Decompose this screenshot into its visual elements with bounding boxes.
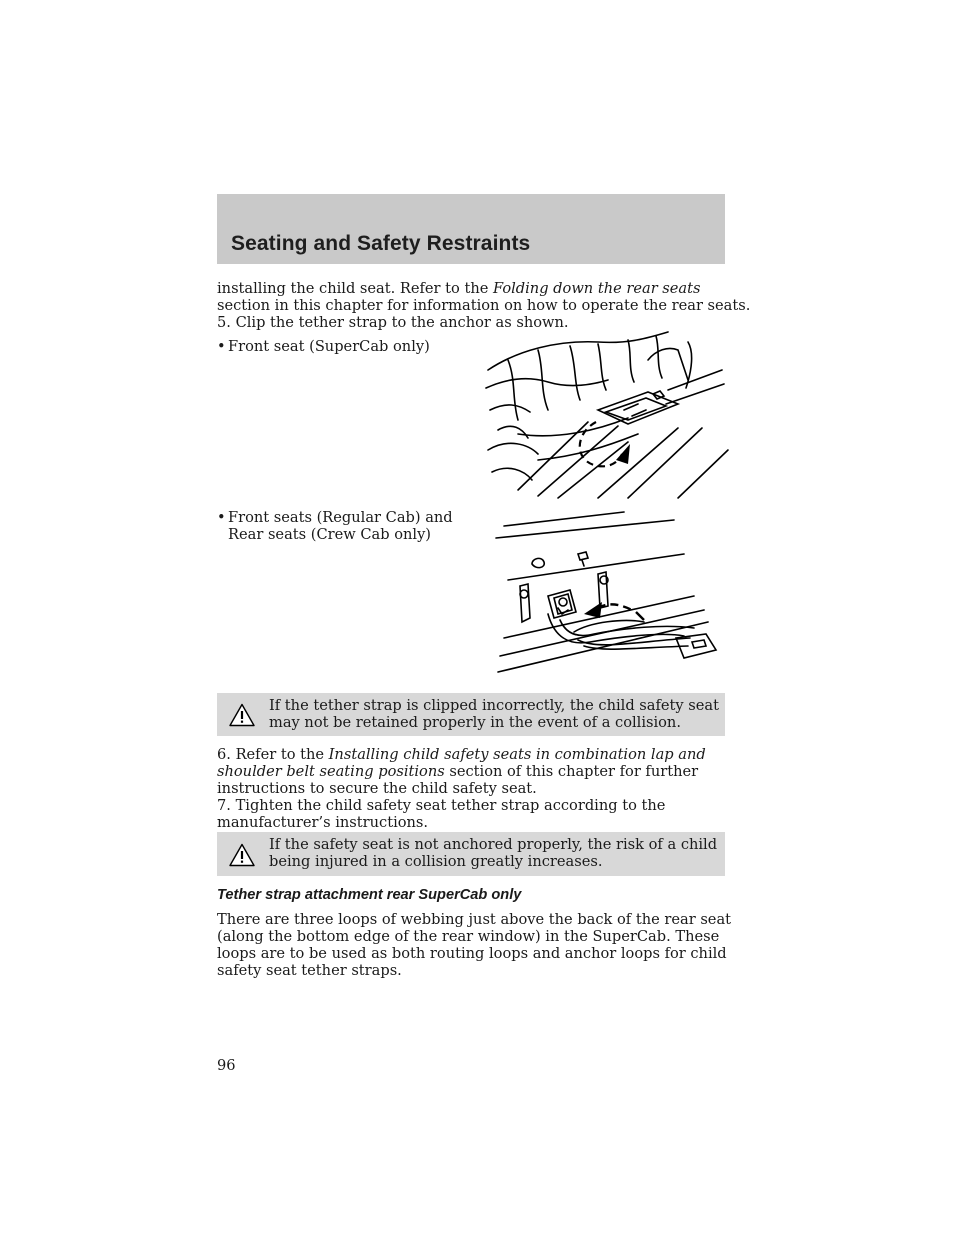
body-line-4: safety seat tether straps. — [217, 962, 402, 979]
step-6-reference-cont: shoulder belt seating positions — [217, 763, 445, 780]
intro-line-1 — [217, 280, 701, 297]
bullet-symbol: • — [217, 338, 226, 355]
step-6-reference: Installing child safety seats in combination lap and — [328, 746, 706, 763]
step-7-line-2: manufacturer’s instructions. — [217, 814, 429, 831]
step-6-line-2 — [217, 763, 698, 780]
step-5: 5. Clip the tether strap to the anchor as shown. — [217, 314, 569, 331]
step-6-line-3: instructions to secure the child safety seat. — [217, 780, 537, 797]
warning-text-line-2: being injured in a collision greatly increases. — [269, 853, 603, 870]
subheading: Tether strap attachment rear SuperCab only — [217, 887, 522, 903]
step-6-text-cont: section of this chapter for further — [444, 763, 699, 780]
bullet-text: Front seats (Regular Cab) and — [228, 509, 453, 526]
front-seat-anchor-illustration — [478, 330, 730, 500]
warning-triangle-icon — [229, 703, 255, 727]
bullet-text-line-2: Rear seats (Crew Cab only) — [228, 526, 432, 543]
intro-text: installing the child seat. Refer to the — [217, 280, 494, 297]
intro-line-2: section in this chapter for information on how to operate the rear seats. — [217, 297, 751, 314]
bullet-symbol: • — [217, 509, 226, 526]
body-line-1: There are three loops of webbing just above the back of the rear seat — [217, 911, 732, 928]
warning-text-line-1: If the tether strap is clipped incorrectly, the child safety seat — [269, 697, 719, 714]
warning-triangle-icon — [229, 843, 255, 867]
warning-text-line-2: may not be retained properly in the event of a collision. — [269, 714, 681, 731]
page-number: 96 — [217, 1057, 236, 1074]
bullet-text: Front seat (SuperCab only) — [228, 338, 430, 355]
rear-seat-anchor-illustration — [494, 510, 730, 676]
step-6-text: 6. Refer to the — [217, 746, 329, 763]
warning-box-anchor-properly — [217, 832, 725, 876]
section-title: Seating and Safety Restraints — [231, 232, 531, 255]
intro-reference: Folding down the rear seats — [493, 280, 701, 297]
step-7-line-1: 7. Tighten the child safety seat tether strap according to the — [217, 797, 666, 814]
step-6-line-1 — [217, 746, 706, 763]
bullet-item-regular-crew-cab — [217, 509, 453, 543]
warning-box-tether-clip — [217, 693, 725, 736]
warning-text-line-1: If the safety seat is not anchored properly, the risk of a child — [269, 836, 718, 853]
bullet-item-front-seat-supercab — [217, 338, 430, 355]
body-line-2: (along the bottom edge of the rear window) in the SuperCab. These — [217, 928, 720, 945]
section-header-band — [217, 194, 725, 264]
body-line-3: loops are to be used as both routing loops and anchor loops for child — [217, 945, 727, 962]
